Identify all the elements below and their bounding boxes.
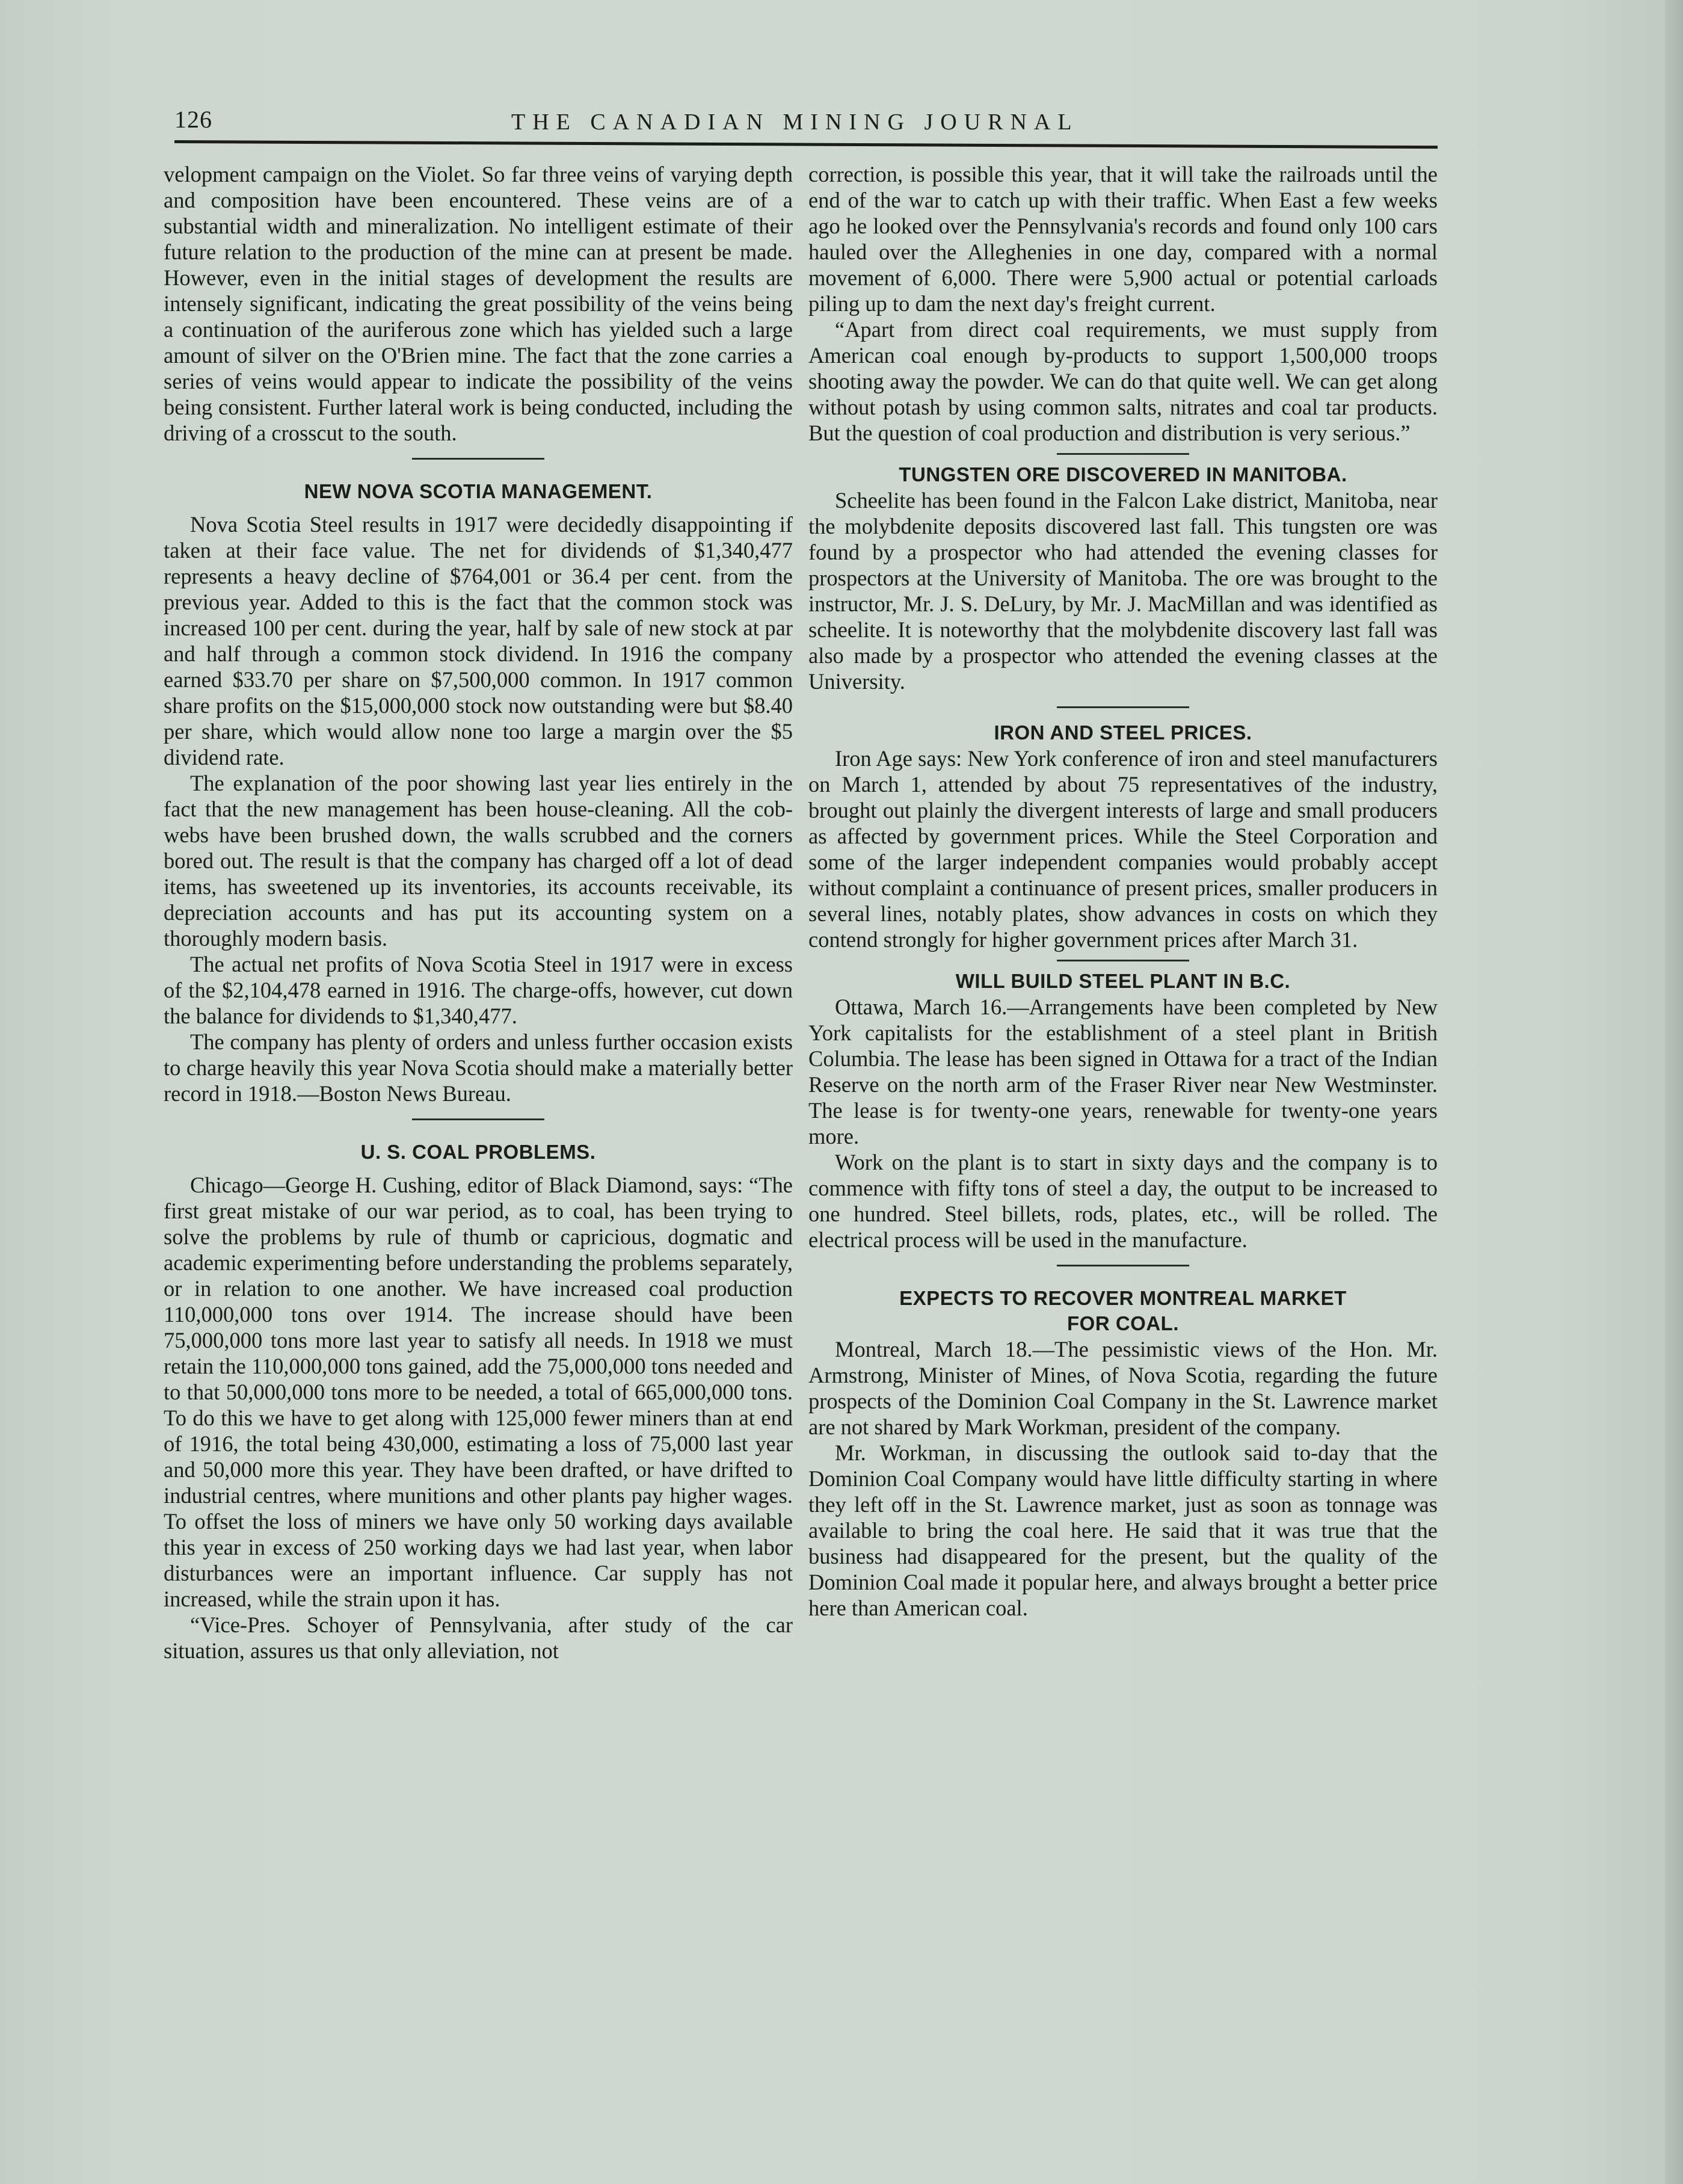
tungsten-heading: TUNGSTEN ORE DISCOVERED IN MANITOBA.: [899, 463, 1347, 486]
tungsten-paragraph-1: Scheelite has been found in the Falcon Lake district, Manitoba, near the molybdenite deposits discovered last fall. This tungsten ore was found by a prospector who had attended the evening classes for prospectors at the University of Manitoba. The ore was brought to the instructor, Mr. J. S. DeLury, by Mr. J. MacMillan and was identified as scheelite. It is noteworthy that the molybdenite discovery last fall was also made by a prospector who attended the evening classes at the University.: [808, 488, 1438, 694]
nova-scotia-paragraph-1: Nova Scotia Steel results in 1917 were decidedly disappointing if taken at their face value. The net for dividends of $1,340,477 represents a heavy decline of $764,001 or 36.4 per cent. from the previous year. Added to this is the fact that the common stock was increased 100 per cent. during the year, half by sale of new stock at par and half through a common stock dividend. In 1916 the company earned $33.70 per share on $7,500,000 common. In 1917 common share profits on the $15,000,000 stock now outstanding were but $8.40 per share, which would allow none too large a margin over the $5 dividend rate.: [164, 512, 793, 770]
left-column: [164, 161, 793, 1664]
violet-continuation-paragraph: velopment campaign on the Violet. So far three veins of varying depth and composition have been encountered. These veins are of a substantial width and mineralization. No intelligent estimate of their future relation to the production of the mine can at present be made. However, even in the initial stages of development the results are intensely significant, indicating the great possibility of the veins being a continuation of the auriferous zone which has yielded such a large amount of silver on the O'Brien mine. The fact that the zone carries a series of veins would appear to indicate the possibility of the veins being consistent. Further lateral work is being conducted, including the driving of a crosscut to the south.: [164, 162, 793, 445]
nova-scotia-heading: NEW NOVA SCOTIA MANAGEMENT.: [304, 480, 653, 502]
iron-steel-heading: IRON AND STEEL PRICES.: [994, 721, 1252, 744]
coal-continuation-paragraph-1: correction, is possible this year, that it will take the railroads until the end of the war to catch up with their traffic. When East a few weeks ago he looked over the Pennsylvania's records and found only 100 cars hauled over the Alleghenies in one day, compared with a normal movement of 6,000. There were 5,900 actual or potential carloads piling up to dam the next day's freight current.: [808, 162, 1438, 316]
steel-plant-heading: WILL BUILD STEEL PLANT IN B.C.: [955, 970, 1291, 992]
montreal-paragraph-2: Mr. Workman, in discussing the outlook said to-day that the Dominion Coal Company would have little difficulty starting in where they left off in the St. Lawrence market, just as soon as tonnage was available to bring the coal here. He said that it was true that the business had disappeared for the present, but the quality of the Dominion Coal made it popular here, and always brought a better price here than American coal.: [808, 1440, 1438, 1620]
steel-plant-paragraph-1: Ottawa, March 16.—Arrangements have been completed by New York capitalists for the establishment of a steel plant in British Columbia. The lease has been signed in Ottawa for a tract of the Indian Reserve on the north arm of the Fraser River near New Westminster. The lease is for twenty-one years, renewable for twenty-one years more.: [808, 995, 1438, 1149]
page-number: 126: [174, 106, 212, 133]
coal-problems-paragraph-2: “Vice-Pres. Schoyer of Pennsylvania, after study of the car situation, assures us that only alleviation, not: [164, 1612, 793, 1663]
nova-scotia-paragraph-2: The explanation of the poor showing last year lies entirely in the fact that the new management has been house-cleaning. All the cob-webs have been brushed down, the walls scrubbed and the corners bored out. The result is that the company has charged off a lot of dead items, has sweetened up its inventories, its accounts receivable, its depreciation accounts and has put its accounting system on a thoroughly modern basis.: [164, 771, 793, 951]
montreal-heading-line-1: EXPECTS TO RECOVER MONTREAL MARKET: [899, 1287, 1347, 1309]
header-rule: [174, 140, 1438, 149]
page-spine-shadow: [1665, 0, 1683, 2184]
page-header: [174, 105, 1438, 141]
iron-steel-paragraph-1: Iron Age says: New York conference of iron and steel manufacturers on March 1, attended by about 75 representatives of the industry, brought out plainly the divergent interests of large and small producers as affected by government prices. While the Steel Corporation and some of the larger independent companies would probably accept without complaint a continuance of present prices, smaller producers in several lines, notably plates, show advances in costs on which they contend strongly for higher government prices after March 31.: [808, 746, 1438, 952]
steel-plant-paragraph-2: Work on the plant is to start in sixty days and the company is to commence with fifty tons of steel a day, the output to be increased to one hundred. Steel billets, rods, plates, etc., will be rolled. The electrical process will be used in the manufacture.: [808, 1150, 1438, 1252]
right-column: [808, 161, 1438, 1621]
coal-problems-heading: U. S. COAL PROBLEMS.: [360, 1141, 596, 1163]
coal-problems-paragraph-1: Chicago—George H. Cushing, editor of Black Diamond, says: “The first great mistake of our war period, as to coal, has been trying to solve the problems by rule of thumb or capricious, dogmatic and academic experimenting before understanding the problems separately, or in relation to one another. We have increased coal production 110,000,000 tons over 1914. The increase should have been 75,000,000 tons more last year to satisfy all needs. In 1918 we must retain the 110,000,000 tons gained, add the 75,000,000 tons needed and to that 50,000,000 tons more to be needed, a total of 665,000,000 tons. To do this we have to get along with 125,000 fewer miners than at end of 1916, the total being 430,000, estimating a loss of 75,000 last year and 50,000 more this year. They have been drafted, or have drifted to industrial centres, where munitions and other plants pay higher wages. To offset the loss of miners we have only 50 working days available this year in excess of 250 working days we had last year, when labor disturbances were an important influence. Car supply has not increased, while the strain upon it has.: [164, 1173, 793, 1611]
nova-scotia-paragraph-3: The actual net profits of Nova Scotia Steel in 1917 were in excess of the $2,104,478 earned in 1916. The charge-offs, however, cut down the balance for dividends to $1,340,477.: [164, 952, 793, 1028]
nova-scotia-paragraph-4: The company has plenty of orders and unless further occasion exists to charge heavily this year Nova Scotia should make a materially better record in 1918.—Boston News Bureau.: [164, 1029, 793, 1106]
montreal-paragraph-1: Montreal, March 18.—The pessimistic views of the Hon. Mr. Armstrong, Minister of Mines, of Nova Scotia, regarding the future prospects of the Dominion Coal Company in the St. Lawrence market are not shared by Mark Workman, president of the company.: [808, 1337, 1438, 1439]
coal-continuation-paragraph-2: “Apart from direct coal requirements, we must supply from American coal enough by-products to support 1,500,000 troops shooting away the powder. We can do that quite well. We can get along without potash by using common salts, nitrates and coal tar products. But the question of coal production and distribution is very serious.”: [808, 317, 1438, 445]
journal-title: THE CANADIAN MINING JOURNAL: [511, 110, 1079, 135]
montreal-heading-line-2: FOR COAL.: [1067, 1312, 1179, 1334]
